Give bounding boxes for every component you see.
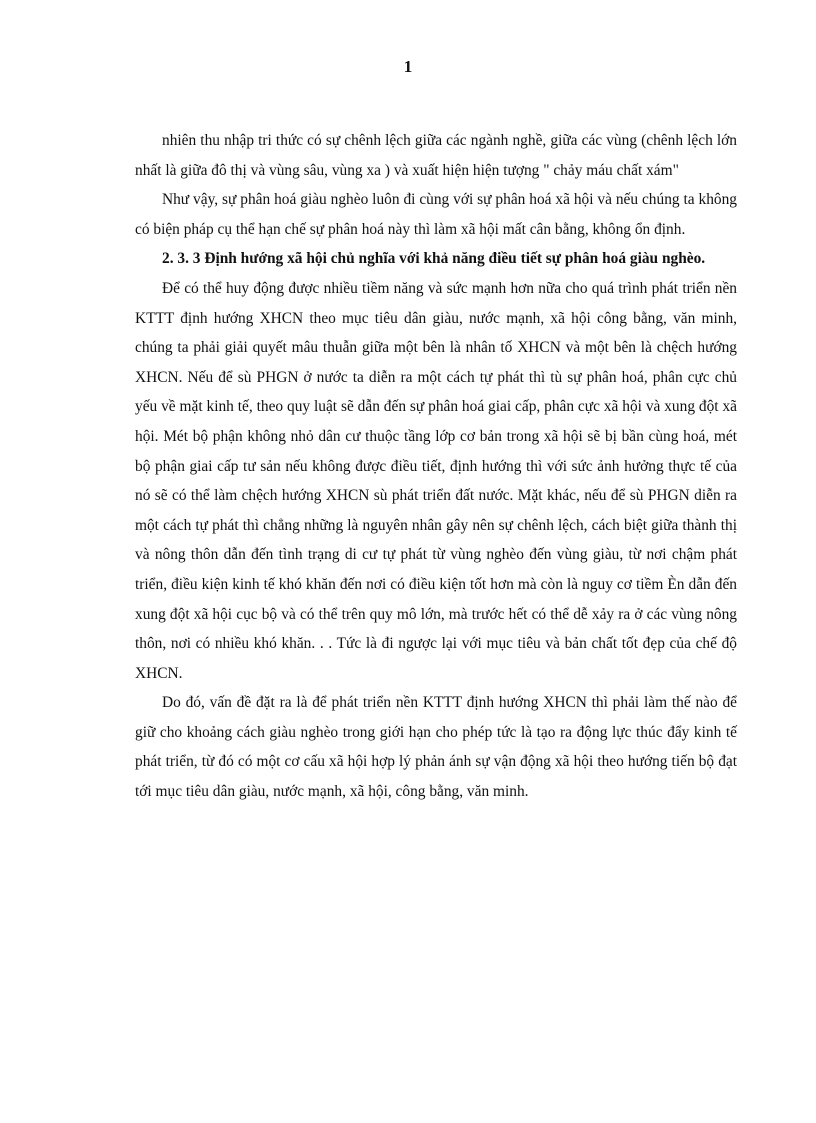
paragraph-conclusion: Do đó, vấn đề đặt ra là để phát triển nền KTTT định hướng XHCN thì phải làm thế nào để giữ cho khoảng cách giàu nghèo trong giới hạn cho phép tức là tạo ra động lực thúc đẩy kinh tế phát triển, từ đó có một cơ cấu xã hội hợp lý phản ánh sự vận động xã hội theo hướng tiến bộ đạt tới mục tiêu dân giàu, nước mạnh, xã hội, công bằng, văn minh. xyxy=(135,694,737,801)
paragraph-summary: Như vậy, sự phân hoá giàu nghèo luôn đi cùng với sự phân hoá xã hội và nếu chúng ta không có biện pháp cụ thể hạn chế sự phân hoá này thì làm xã hội mất cân bằng, không ổn định. xyxy=(135,191,737,238)
page-number: 1 xyxy=(403,57,413,76)
paragraph-continuation: nhiên thu nhập tri thức có sự chênh lệch giữa các ngành nghề, giữa các vùng (chênh lệch lớn nhất là giữa đô thị và vùng sâu, vùng xa ) và xuất hiện hiện tượng " chảy máu chất xám" xyxy=(135,132,737,179)
paragraph-main: Để có thể huy động được nhiều tiềm năng và sức mạnh hơn nữa cho quá trình phát triển nền KTTT định hướng XHCN theo mục tiêu dân giàu, nước mạnh, xã hội công bằng, văn minh, chúng ta phải giải quyết mâu thuẫn giữa một bên là nhân tố XHCN và một bên là chệch hướng XHCN. Nếu để sù PHGN ở nước ta diễn ra một cách tự phát thì tù sự phân hoá, phân cực chủ yếu về mặt kinh tế, theo quy luật sẽ dẫn đến sự phân hoá giai cấp, phân cực xã hội và xung đột xã hội. Mét bộ phận không nhỏ dân cư thuộc tầng lớp cơ bản trong xã hội sẽ bị bần cùng hoá, mét bộ phận giai cấp tư sản nếu không được điều tiết, định hướng thì với sức ảnh hưởng thực tế của nó sẽ có thể làm chệch hướng XHCN sù phát triển đất nước. Mặt khác, nếu để sù PHGN diễn ra một cách tự phát thì chẳng những là nguyên nhân gây nên sự chênh lệch, cách biệt giữa thành thị và nông thôn dẫn đến tình trạng di cư tự phát từ vùng nghèo đến vùng giàu, từ nơi chậm phát triển, điều kiện kinh tế khó khăn đến nơi có điều kiện tốt hơn mà còn là nguy cơ tiềm Èn dẫn đến xung đột xã hội cục bộ và có thể trên quy mô lớn, mà trước hết có thể dễ xảy ra ở các vùng nông thôn, nơi có nhiều khó khăn. . . Tức là đi ngược lại với mục tiêu và bản chất tốt đẹp của chế độ XHCN. xyxy=(135,279,737,682)
section-heading: 2. 3. 3 Định hướng xã hội chủ nghĩa với khả năng điều tiết sự phân hoá giàu nghèo. xyxy=(162,250,706,268)
document-body xyxy=(135,126,737,807)
